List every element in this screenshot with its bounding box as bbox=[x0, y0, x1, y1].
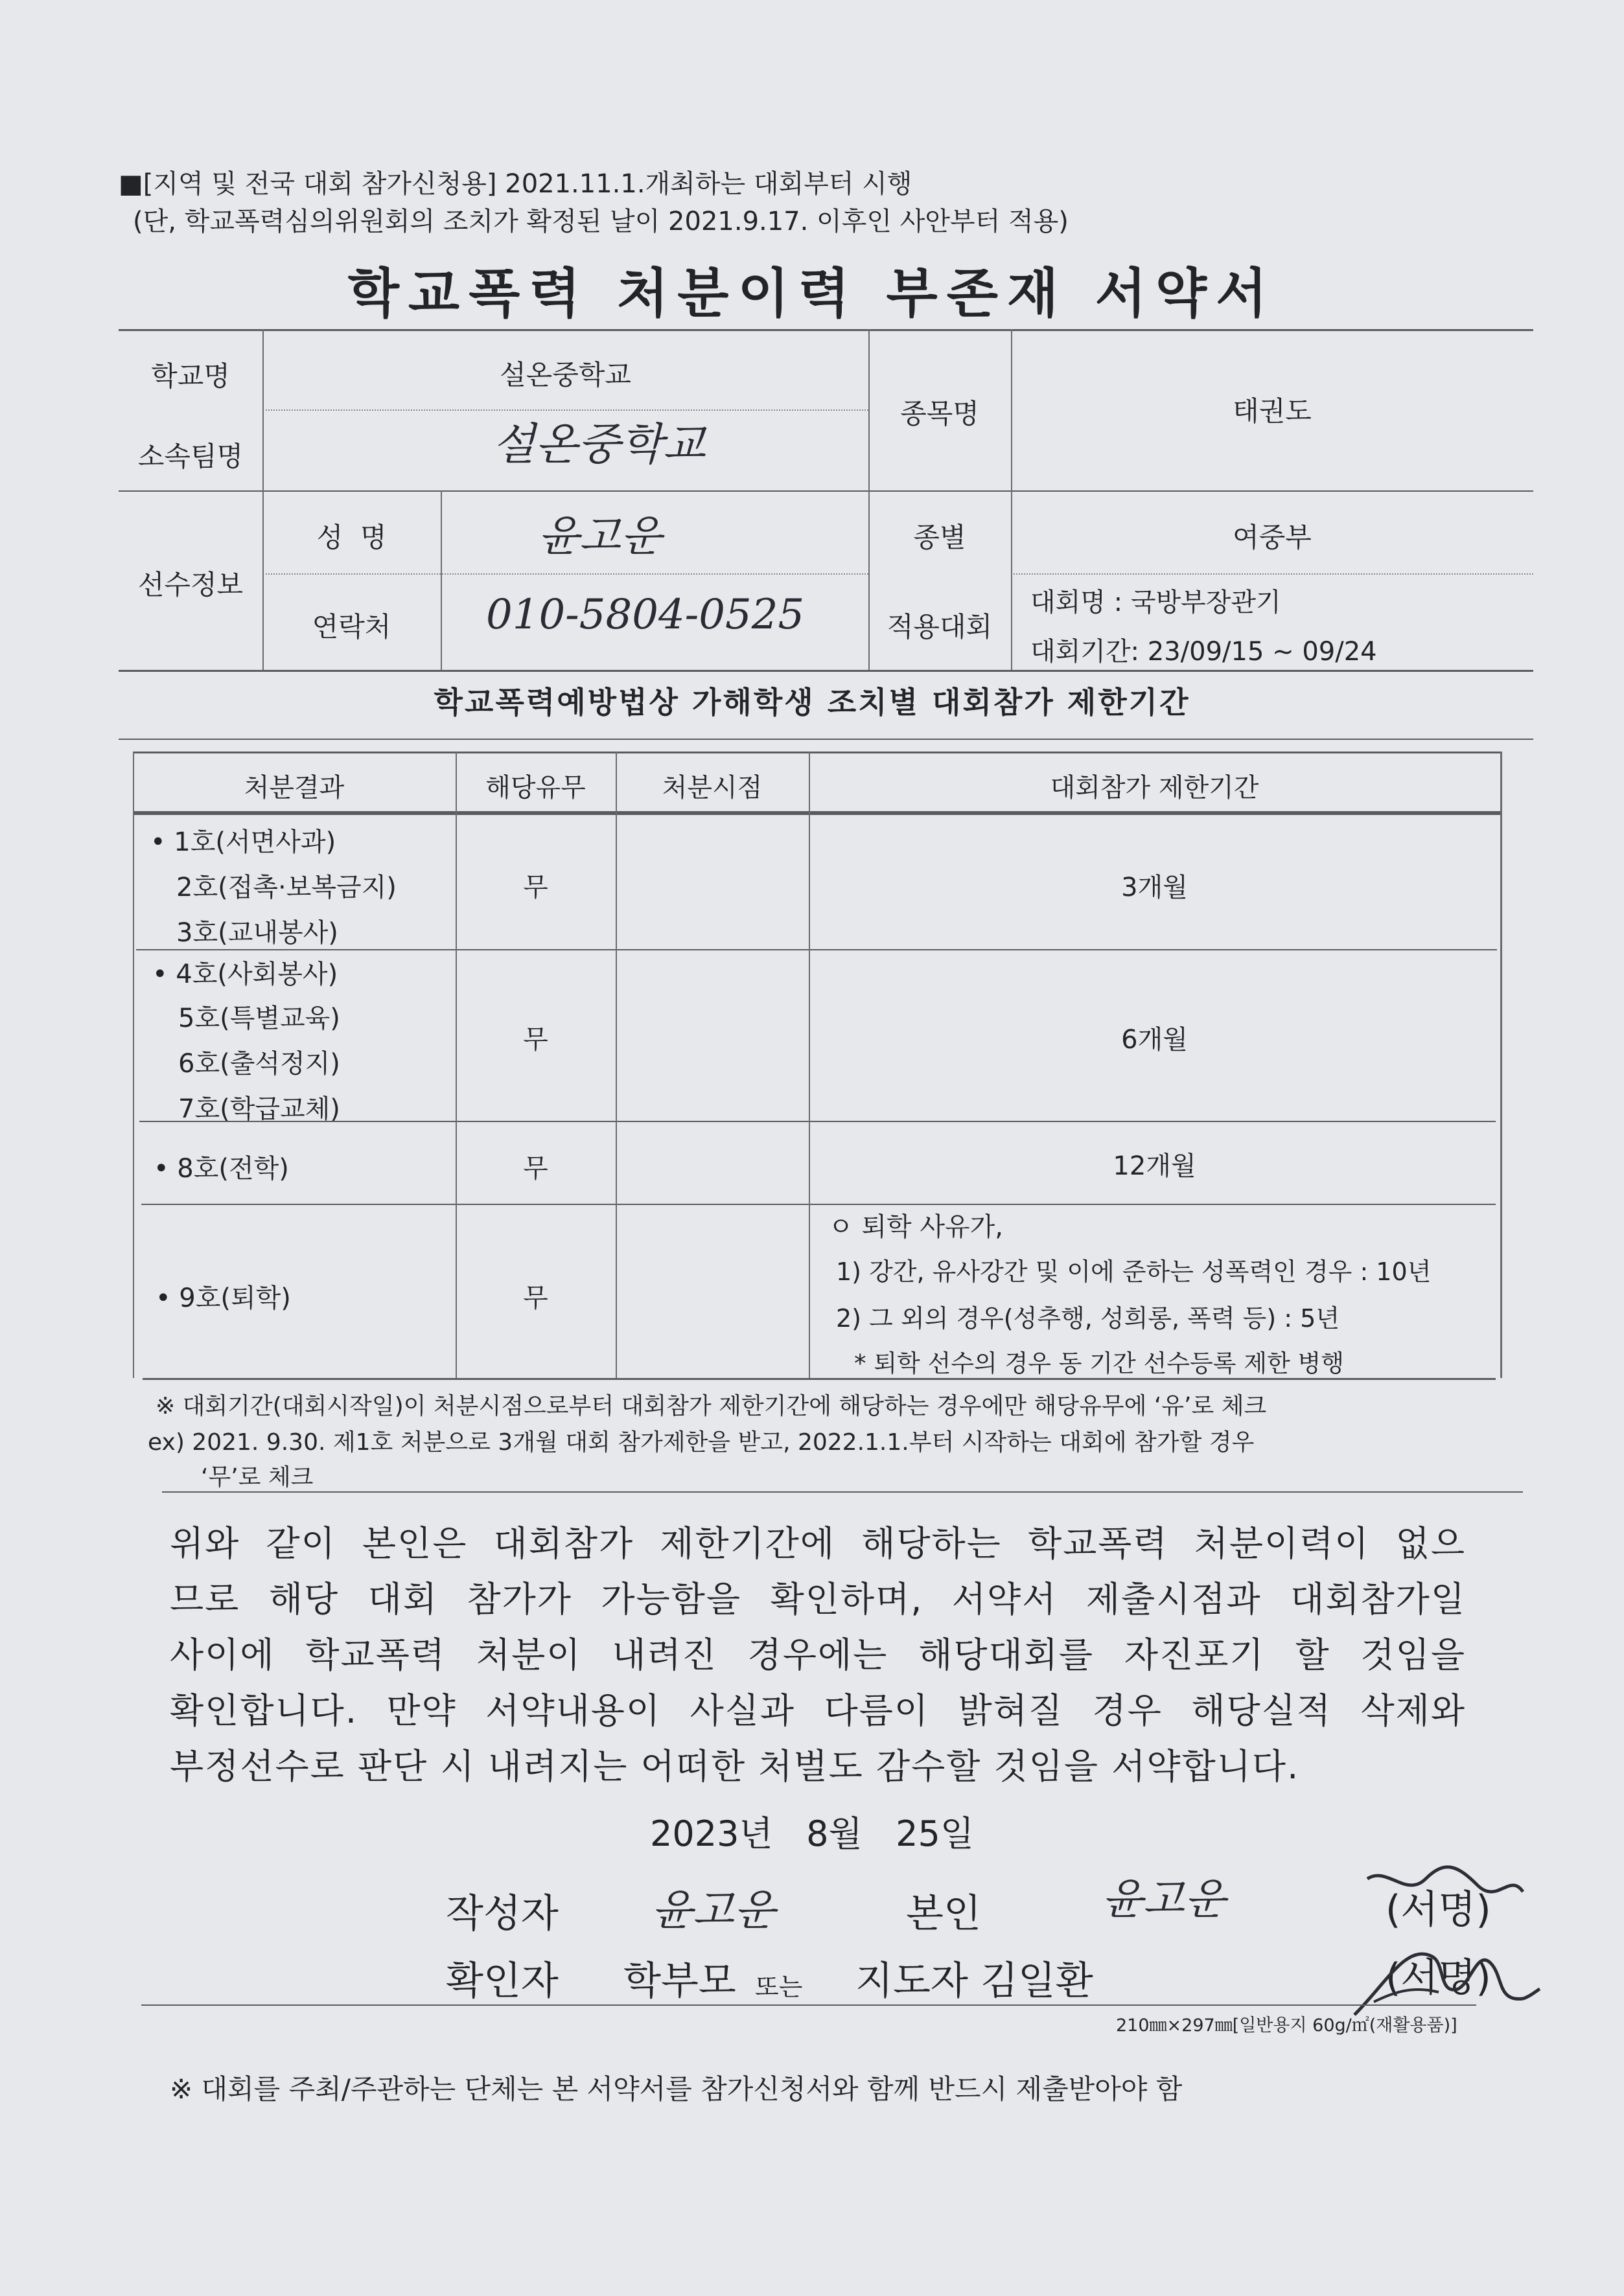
pledge-line: 부정선수로 판단 시 내려지는 어떠한 처벌도 감수할 것임을 서약합니다. bbox=[170, 1746, 1300, 1787]
gender-value: 여중부 bbox=[1233, 522, 1312, 553]
col-header-result: 처분결과 bbox=[244, 773, 345, 803]
row4-period-line2: 1) 강간, 유사강간 및 이에 준하는 성폭력인 경우 : 10년 bbox=[836, 1257, 1432, 1286]
row1-item2: 2호(접촉·보복금지) bbox=[176, 873, 397, 902]
footer-note: ※ 대회를 주최/주관하는 단체는 본 서약서를 참가신청서와 함께 반드시 제출받아야 함 bbox=[170, 2073, 1183, 2105]
col-header-period: 대회참가 제한기간 bbox=[1050, 773, 1259, 803]
row1-item3: 3호(교내봉사) bbox=[176, 918, 338, 948]
row1-period: 3개월 bbox=[1121, 873, 1188, 902]
note-line3: ‘무’로 체크 bbox=[201, 1464, 314, 1491]
row2-applicable: 무 bbox=[523, 1025, 548, 1055]
contact-value-handwritten: 010-5804-0525 bbox=[486, 591, 805, 639]
school-label: 학교명 bbox=[151, 360, 230, 392]
event-value: 태권도 bbox=[1233, 395, 1312, 427]
row2-item3: 6호(출석정지) bbox=[178, 1049, 340, 1079]
writer-signature: 윤고운 bbox=[651, 1885, 776, 1935]
header-notice-line2: (단, 학교폭력심의위원회의 조치가 확정된 날이 2021.9.17. 이후인 사안부터 적용) bbox=[133, 207, 1069, 236]
pledge-date: 2023년 8월 25일 bbox=[650, 1813, 974, 1854]
paper-spec: 210㎜×297㎜[일반용지 60g/㎡(재활용품)] bbox=[1116, 2015, 1457, 2036]
contact-label: 연락처 bbox=[312, 611, 391, 643]
player-info-label: 선수정보 bbox=[137, 569, 244, 601]
coach-label: 지도자 김일환 bbox=[855, 1958, 1093, 2004]
name-label: 성 명 bbox=[316, 522, 387, 553]
pledge-line: 므로 해당 대회 참가가 가능함을 확인하며, 서약서 제출시점과 대회참가일 bbox=[170, 1579, 1466, 1620]
pledge-line: 위와 같이 본인은 대회참가 제한기간에 해당하는 학교폭력 처분이력이 없으 bbox=[170, 1523, 1466, 1564]
row4-item1: • 9호(퇴학) bbox=[156, 1283, 291, 1313]
pledge-line: 사이에 학교폭력 처분이 내려진 경우에는 해당대회를 자진포기 할 것임을 bbox=[170, 1635, 1466, 1675]
row3-period: 12개월 bbox=[1113, 1151, 1196, 1181]
applied-competition-label: 적용대회 bbox=[887, 611, 993, 643]
pledge-paragraph bbox=[170, 1516, 1466, 1795]
seal-mark-1: (서명) bbox=[1386, 1887, 1491, 1933]
document-title: 학교폭력 처분이력 부존재 서약서 bbox=[347, 263, 1277, 325]
signature-scribble bbox=[1348, 1853, 1542, 2034]
competition-name: 대회명 : 국방부장관기 bbox=[1030, 588, 1281, 617]
note-line1: ※ 대회기간(대회시작일)이 처분시점으로부터 대회참가 제한기간에 해당하는 경우에만 해당유무에 ‘유’로 체크 bbox=[156, 1393, 1267, 1419]
self-signature: 윤고운 bbox=[1102, 1874, 1226, 1924]
parent-label: 학부모 bbox=[623, 1958, 736, 2004]
row2-item2: 5호(특별교육) bbox=[178, 1004, 340, 1033]
gender-label: 종별 bbox=[913, 522, 966, 553]
school-value: 설온중학교 bbox=[500, 359, 631, 391]
event-label: 종목명 bbox=[900, 398, 979, 430]
row4-period-line4: * 퇴학 선수의 경우 동 기간 선수등록 제한 병행 bbox=[854, 1349, 1344, 1377]
writer-label: 작성자 bbox=[446, 1891, 559, 1936]
or-label: 또는 bbox=[755, 1973, 803, 2001]
col-header-applicable: 해당유무 bbox=[485, 773, 586, 803]
row4-applicable: 무 bbox=[523, 1283, 548, 1313]
team-value-handwritten: 설온중학교 bbox=[493, 419, 706, 470]
name-value-handwritten: 윤고운 bbox=[538, 511, 662, 561]
note-line2: ex) 2021. 9.30. 제1호 처분으로 3개월 대회 참가제한을 받고, 2022.1.1.부터 시작하는 대회에 참가할 경우 bbox=[148, 1429, 1255, 1456]
seal-mark-2: (서명) bbox=[1386, 1955, 1491, 2001]
row2-item1: • 4호(사회봉사) bbox=[152, 959, 338, 989]
row3-applicable: 무 bbox=[523, 1154, 548, 1184]
header-notice-line1: ■[지역 및 전국 대회 참가신청용] 2021.11.1.개최하는 대회부터 시행 bbox=[119, 169, 912, 199]
pledge-line: 확인합니다. 만약 서약내용이 사실과 다름이 밝혀질 경우 해당실적 삭제와 bbox=[170, 1690, 1466, 1731]
confirmer-label: 확인자 bbox=[446, 1958, 559, 2004]
row1-applicable: 무 bbox=[523, 873, 548, 902]
row4-period-line3: 2) 그 외의 경우(성추행, 성희롱, 폭력 등) : 5년 bbox=[836, 1304, 1340, 1333]
row2-item4: 7호(학급교체) bbox=[178, 1094, 340, 1124]
row3-item1: • 8호(전학) bbox=[154, 1154, 289, 1184]
self-label: 본인 bbox=[906, 1891, 981, 1936]
team-label: 소속팀명 bbox=[137, 441, 244, 472]
row4-period-line1: ㅇ 퇴학 사유가, bbox=[828, 1212, 1003, 1242]
row2-period: 6개월 bbox=[1121, 1025, 1188, 1055]
competition-period: 대회기간: 23/09/15 ~ 09/24 bbox=[1030, 637, 1377, 667]
row1-item1: • 1호(서면사과) bbox=[150, 827, 336, 857]
col-header-time: 처분시점 bbox=[662, 773, 763, 803]
restriction-subtitle: 학교폭력예방법상 가해학생 조치별 대회참가 제한기간 bbox=[434, 685, 1190, 720]
